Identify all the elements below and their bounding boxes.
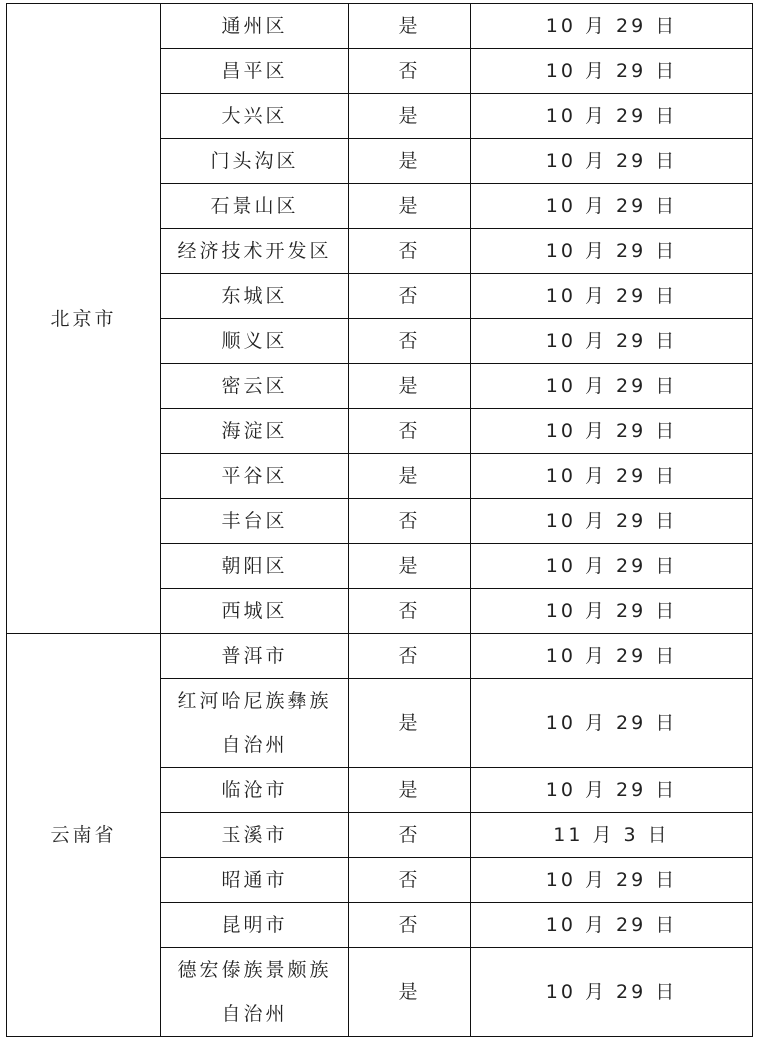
date-cell: 10 月 29 日: [471, 948, 753, 1037]
district-cell: 丰台区: [161, 499, 349, 544]
flag-cell: 否: [349, 903, 471, 948]
date-cell: 10 月 29 日: [471, 364, 753, 409]
flag-cell: 是: [349, 948, 471, 1037]
date-cell: 10 月 29 日: [471, 634, 753, 679]
district-cell: 东城区: [161, 274, 349, 319]
district-cell-text: 红河哈尼族彝族自治州: [177, 690, 332, 756]
date-cell: 10 月 29 日: [471, 4, 753, 49]
flag-cell: 否: [349, 319, 471, 364]
date-cell: 10 月 29 日: [471, 229, 753, 274]
flag-cell: 是: [349, 139, 471, 184]
flag-cell: 是: [349, 4, 471, 49]
district-table: [6, 3, 753, 1037]
district-cell: [161, 679, 349, 768]
date-cell: 10 月 29 日: [471, 454, 753, 499]
date-cell: 10 月 29 日: [471, 858, 753, 903]
flag-cell: 否: [349, 409, 471, 454]
date-cell: 10 月 29 日: [471, 903, 753, 948]
date-cell: 10 月 29 日: [471, 409, 753, 454]
flag-cell: 否: [349, 858, 471, 903]
date-cell: 10 月 29 日: [471, 274, 753, 319]
flag-cell: 是: [349, 544, 471, 589]
district-cell: 经济技术开发区: [161, 229, 349, 274]
district-cell: 朝阳区: [161, 544, 349, 589]
district-cell-text: 德宏傣族景颇族自治州: [177, 959, 332, 1025]
district-cell: 昆明市: [161, 903, 349, 948]
flag-cell: 否: [349, 813, 471, 858]
flag-cell: 否: [349, 274, 471, 319]
district-cell: [161, 948, 349, 1037]
table-row: [7, 4, 753, 49]
district-cell: 平谷区: [161, 454, 349, 499]
date-cell: 10 月 29 日: [471, 679, 753, 768]
district-cell: 海淀区: [161, 409, 349, 454]
district-cell: 石景山区: [161, 184, 349, 229]
province-cell: 北京市: [7, 4, 161, 634]
flag-cell: 是: [349, 184, 471, 229]
flag-cell: 否: [349, 634, 471, 679]
date-cell: 10 月 29 日: [471, 499, 753, 544]
district-cell: 密云区: [161, 364, 349, 409]
district-cell: 昭通市: [161, 858, 349, 903]
date-cell: 10 月 29 日: [471, 768, 753, 813]
date-cell: 10 月 29 日: [471, 94, 753, 139]
flag-cell: 是: [349, 94, 471, 139]
flag-cell: 否: [349, 589, 471, 634]
flag-cell: 是: [349, 364, 471, 409]
date-cell: 10 月 29 日: [471, 319, 753, 364]
date-cell: 10 月 29 日: [471, 49, 753, 94]
flag-cell: 是: [349, 768, 471, 813]
district-cell: 门头沟区: [161, 139, 349, 184]
date-cell: 11 月 3 日: [471, 813, 753, 858]
date-cell: 10 月 29 日: [471, 589, 753, 634]
date-cell: 10 月 29 日: [471, 544, 753, 589]
flag-cell: 是: [349, 679, 471, 768]
district-cell: 顺义区: [161, 319, 349, 364]
table-row: [7, 634, 753, 679]
province-cell: 云南省: [7, 634, 161, 1037]
flag-cell: 否: [349, 49, 471, 94]
district-cell: 昌平区: [161, 49, 349, 94]
district-cell: 玉溪市: [161, 813, 349, 858]
district-cell: 临沧市: [161, 768, 349, 813]
flag-cell: 否: [349, 499, 471, 544]
district-cell: 通州区: [161, 4, 349, 49]
district-cell: 大兴区: [161, 94, 349, 139]
date-cell: 10 月 29 日: [471, 139, 753, 184]
flag-cell: 是: [349, 454, 471, 499]
flag-cell: 否: [349, 229, 471, 274]
district-cell: 西城区: [161, 589, 349, 634]
district-cell: 普洱市: [161, 634, 349, 679]
date-cell: 10 月 29 日: [471, 184, 753, 229]
